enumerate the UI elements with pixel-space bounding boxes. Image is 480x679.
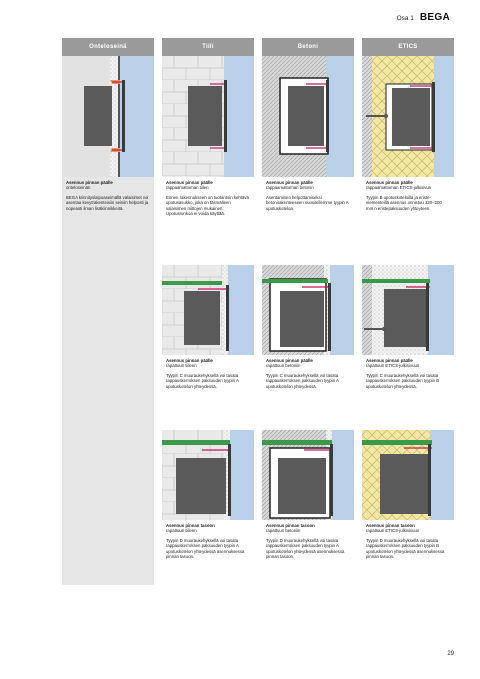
- caption-onteloseina: [62, 177, 154, 211]
- caption-title: Asennus pinnan päälle: [366, 358, 413, 363]
- column-onteloseina: [62, 38, 154, 585]
- caption-text: Tyypin B upotuskoteloilla ja eriste-elementeillä asennus onnistuu 120–200 mm n eristepaksuuden yhteyteen.: [366, 194, 442, 211]
- caption-text: Tyypin D muuraukehyksellä voi tasata rappauskerroksen paksuuden tyypin A upotuskotelon yhteydessä asennuksessa pinnan tasoon.: [166, 537, 245, 560]
- caption-subtitle: rapattuun betoniin: [266, 528, 301, 534]
- caption-subtitle: rappaamattoman tiilen: [166, 185, 209, 191]
- cell-betoni-row3: [262, 430, 354, 559]
- caption-subtitle: rappaamattoman betonin: [266, 185, 314, 191]
- caption-text: Tyypin D muuraukehyksellä voi tasata rappauskerroksen paksuuden tyypin B upotuskotelon yhteydessä asennuksessa pinnan tasoon.: [366, 537, 445, 560]
- diagram-tiili-flush: [162, 430, 254, 520]
- column-header: Tiili: [162, 38, 254, 56]
- cell-tiili-row3: [162, 430, 254, 559]
- caption-etics-row2: [362, 355, 454, 389]
- caption-title: Asennus pinnan päälle: [266, 180, 313, 185]
- caption-title: Asennus pinnan päälle: [166, 180, 213, 185]
- caption-title: Asennus pinnan päälle: [366, 180, 413, 185]
- caption-text: Tyypin D muuraukehyksellä voi tasata rappauskerroksen paksuuden tyypin A upotuskotelon yhteydessä asennuksessa pinnan tasoon.: [266, 537, 345, 560]
- caption-subtitle: rapattuun tiileen: [166, 363, 197, 369]
- caption-subtitle: rapattuun betoniin: [266, 363, 301, 369]
- page-number: 29: [447, 651, 454, 657]
- cell-betoni-row1: [262, 56, 354, 211]
- caption-betoni-row2: [262, 355, 354, 389]
- column-header: Onteloseinä: [62, 38, 154, 56]
- caption-betoni-row3: [262, 520, 354, 559]
- diagram-betoni-rendered-surface: [262, 265, 354, 355]
- diagram-onteloseina-surface: [62, 56, 154, 177]
- caption-text: BEGA kiinnityslaipoaseimällä valaisimet voi asentaa kevytrakenteisiin seiniin helposti ja nopeasti ilman lisäkiinnikkeitä.: [66, 194, 149, 211]
- caption-tiili-row2: [162, 355, 254, 389]
- diagram-etics-rendered-surface: [362, 265, 454, 355]
- caption-subtitle: rappaamattoman ETICS-julkisivun: [366, 185, 432, 191]
- caption-subtitle: rapattuun ETICS-julkisivuun: [366, 363, 420, 369]
- cell-etics-row2: [362, 265, 454, 389]
- caption-subtitle: rapattuun tiileen: [166, 528, 197, 534]
- page-header: [397, 12, 450, 23]
- diagram-betoni-flush: [262, 430, 354, 520]
- column-body: [62, 56, 154, 585]
- brand-logo: BEGA: [419, 12, 450, 23]
- cell-etics-row1: [362, 56, 454, 211]
- section-label: Osa 1: [396, 15, 414, 22]
- caption-text: Ennen rakennukseen on tuotantoin kehtävä upotusasukko, joka on täsmälleen valaisimen mittojen mukainen. Upotusrunkoa ei voida käyttää.: [166, 194, 249, 217]
- diagram-betoni-surface: [262, 56, 354, 177]
- caption-text: Tyypin C muuraukehyksellä voi tasata rappauskerroksen paksuuden tyypin A upotuskotelon yhteydessä.: [166, 372, 239, 389]
- caption-etics-row3: [362, 520, 454, 559]
- column-etics: [362, 38, 454, 585]
- caption-text: Tyypin C muuraukehyksellä voi tasata rappauskerroksen paksuuden tyypin A upotuskotelon yhteydessä.: [266, 372, 339, 389]
- caption-title: Asennus pinnan tasoon: [366, 523, 415, 528]
- diagram-tiili-rendered-surface: [162, 265, 254, 355]
- diagram-tiili-surface: [162, 56, 254, 177]
- cell-betoni-row2: [262, 265, 354, 389]
- caption-title: Asennus pinnan tasoon: [266, 523, 315, 528]
- caption-title: Asennus pinnan päälle: [266, 358, 313, 363]
- caption-title: Asennus pinnan päälle: [66, 180, 113, 185]
- column-header: ETICS: [362, 38, 454, 56]
- caption-tiili-row3: [162, 520, 254, 559]
- caption-subtitle: onteloseinän: [66, 185, 91, 191]
- caption-text: Asentamisen helpottamiseksi betonirakenteeseen suositellemme tyypin A upotuskoteloa.: [266, 194, 349, 211]
- caption-title: Asennus pinnan päälle: [166, 358, 213, 363]
- caption-tiili-row1: [162, 177, 254, 216]
- caption-text: Tyypin C muuraukehyksellä voi tasata rappauskerroksen paksuuden tyypin B upotuskotelon yhteydessä.: [366, 372, 440, 389]
- caption-etics-row1: [362, 177, 454, 211]
- column-betoni: [262, 38, 354, 585]
- diagram-etics-surface: [362, 56, 454, 177]
- column-tiili: [162, 38, 254, 585]
- cell-tiili-row2: [162, 265, 254, 389]
- cell-tiili-row1: [162, 56, 254, 216]
- caption-subtitle: rapattuun ETICS-julkisivuun: [366, 528, 420, 534]
- caption-betoni-row1: [262, 177, 354, 211]
- cell-etics-row3: [362, 430, 454, 559]
- diagram-etics-flush: [362, 430, 454, 520]
- column-header: Betoni: [262, 38, 354, 56]
- caption-title: Asennus pinnan tasoon: [166, 523, 215, 528]
